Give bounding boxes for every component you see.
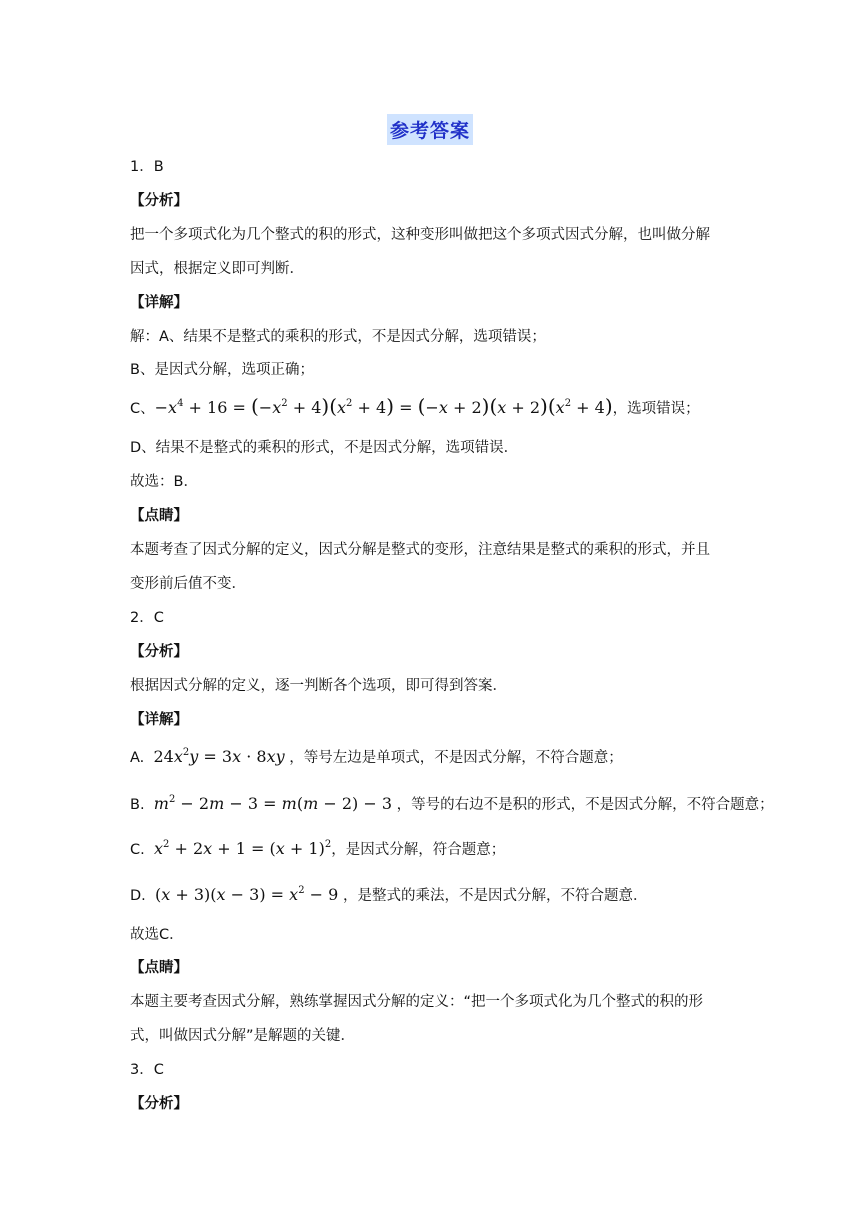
q3-analysis-heading: 【分析】 — [130, 1096, 188, 1112]
title-text: 参考答案 — [387, 114, 473, 145]
q2-option-a — [130, 747, 623, 768]
q2-option-a-suffix: ，等号左边是单项式，不是因式分解，不符合题意； — [289, 750, 623, 766]
q1-analysis-line-2: 因式，根据定义即可判断． — [130, 261, 304, 277]
q2-option-d-formula: $(x + 3)(x - 3) = x^2 - 9$ — [155, 885, 339, 904]
q2-option-c-formula: $x^2 + 2x + 1 = (x + 1)^2$ — [153, 839, 332, 858]
q2-option-b-suffix: ，等号的右边不是积的形式，不是因式分解，不符合题意； — [396, 797, 774, 813]
q1-option-a: 解：A、结果不是整式的乘积的形式，不是因式分解，选项错误； — [130, 329, 546, 345]
q2-analysis-heading: 【分析】 — [130, 644, 188, 660]
q2-option-a-prefix: A. — [130, 750, 145, 766]
q2-comment-heading: 【点睛】 — [130, 960, 188, 976]
q1-option-c-prefix: C、 — [130, 401, 155, 417]
q2-option-c-prefix: C. — [130, 842, 145, 858]
q2-option-a-formula: $24x^2y = 3x \cdot 8xy$ — [153, 747, 285, 766]
q1-option-c-suffix: ，选项错误； — [612, 401, 700, 417]
q1-comment-line-1: 本题考查了因式分解的定义，因式分解是整式的变形，注意结果是整式的乘积的形式，并且 — [130, 542, 710, 558]
q1-comment-heading: 【点睛】 — [130, 508, 188, 524]
q1-option-d: D、结果不是整式的乘积的形式，不是因式分解，选项错误． — [130, 440, 519, 456]
q2-option-b-prefix: B. — [130, 797, 145, 813]
q2-option-b-formula: $m^2 - 2m - 3 = m(m - 2) - 3$ — [153, 794, 393, 813]
q1-answer: 1．B — [130, 159, 164, 175]
q2-option-d-prefix: D. — [130, 888, 146, 904]
q1-option-c-formula: $-x^4 + 16 = (-x^2 + 4)(x^2 + 4) = (-x + 2)(x + 2)(x^2 + 4)$ — [154, 394, 613, 418]
q2-choose: 故选C． — [130, 927, 184, 943]
q2-detail-heading: 【详解】 — [130, 712, 188, 728]
q2-analysis-line-1: 根据因式分解的定义，逐一判断各个选项，即可得到答案． — [130, 678, 507, 694]
q1-comment-line-2: 变形前后值不变． — [130, 576, 246, 592]
q2-option-c — [130, 839, 505, 860]
q1-option-c — [130, 396, 700, 419]
q2-option-b — [130, 794, 774, 815]
page-title — [0, 114, 860, 145]
q1-choose: 故选：B． — [130, 474, 198, 490]
q2-comment-line-1: 本题主要考查因式分解，熟练掌握因式分解的定义：“把一个多项式化为几个整式的积的形 — [130, 994, 704, 1010]
q2-option-d — [130, 885, 647, 906]
q3-answer: 3．C — [130, 1062, 164, 1078]
q1-analysis-heading: 【分析】 — [130, 193, 188, 209]
q2-option-c-suffix: ，是因式分解，符合题意； — [331, 842, 506, 858]
q1-analysis-line-1: 把一个多项式化为几个整式的积的形式，这种变形叫做把这个多项式因式分解，也叫做分解 — [130, 227, 710, 243]
q2-answer: 2．C — [130, 610, 164, 626]
q2-option-d-suffix: ，是整式的乘法，不是因式分解，不符合题意． — [342, 888, 648, 904]
q2-comment-line-2: 式，叫做因式分解”是解题的关键． — [130, 1028, 356, 1044]
q1-option-b: B、是因式分解，选项正确； — [130, 362, 314, 378]
q1-detail-heading: 【详解】 — [130, 295, 188, 311]
